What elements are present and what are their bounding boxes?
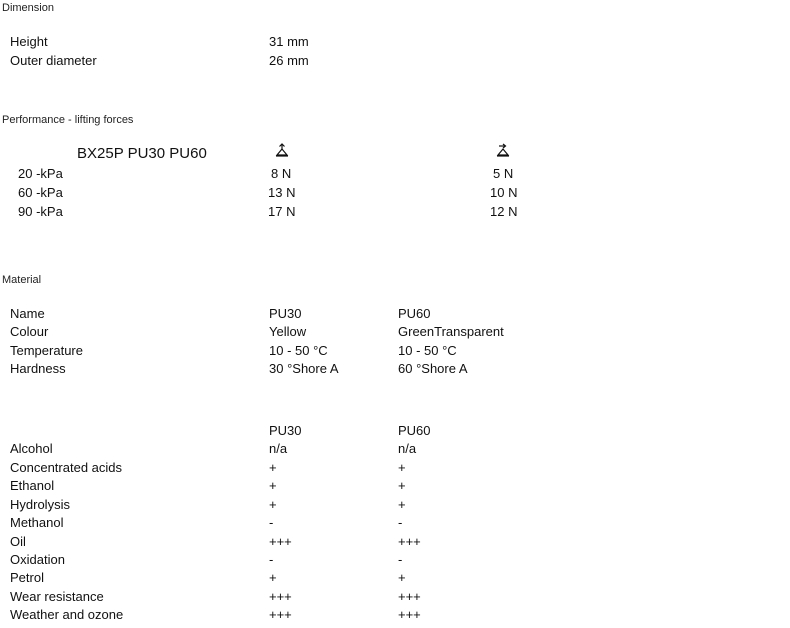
- vacuum-60: 60 -kPa: [18, 185, 63, 200]
- resistance-label-oil: Oil: [10, 534, 26, 549]
- horizontal-force-20: 5 N: [493, 166, 514, 181]
- material-label-hardness: Hardness: [10, 361, 66, 376]
- resistance-header-pu30: PU30: [269, 423, 302, 438]
- resistance-label-weather-and-ozone: Weather and ozone: [10, 607, 124, 622]
- dimension-title: Dimension: [2, 2, 54, 14]
- resistance-pu30-oil: +++: [269, 534, 292, 549]
- material-label-colour: Colour: [10, 324, 49, 339]
- resistance-pu30-hydrolysis: +: [269, 497, 277, 512]
- horizontal-force-60: 10 N: [490, 185, 518, 200]
- resistance-label-methanol: Methanol: [10, 515, 64, 530]
- resistance-label-hydrolysis: Hydrolysis: [10, 497, 70, 512]
- resistance-pu60-alcohol: n/a: [398, 441, 417, 456]
- vertical-force-60: 13 N: [268, 185, 296, 200]
- dimension-label-height: Height: [10, 34, 48, 49]
- model-label: BX25P PU30 PU60: [77, 145, 207, 162]
- dimension-value-outer-diameter: 26 mm: [269, 53, 309, 68]
- material-pu30-colour: Yellow: [269, 324, 307, 339]
- resistance-pu30-wear-resistance: +++: [269, 589, 292, 604]
- resistance-pu60-concentrated-acids: +: [398, 460, 406, 475]
- vertical-lift-icon: [275, 143, 289, 157]
- horizontal-force-90: 12 N: [490, 204, 518, 219]
- material-pu60-temperature: 10 - 50 °C: [398, 343, 457, 358]
- resistance-pu60-ethanol: +: [398, 478, 406, 493]
- resistance-label-oxidation: Oxidation: [10, 552, 65, 567]
- material-pu30-hardness: 30 °Shore A: [269, 361, 339, 376]
- resistance-pu60-hydrolysis: +: [398, 497, 406, 512]
- resistance-pu60-wear-resistance: +++: [398, 589, 421, 604]
- material-label-name: Name: [10, 306, 45, 321]
- material-pu60-colour: GreenTransparent: [398, 324, 504, 339]
- material-pu30-temperature: 10 - 50 °C: [269, 343, 328, 358]
- material-label-temperature: Temperature: [10, 343, 83, 358]
- vertical-force-90: 17 N: [268, 204, 296, 219]
- vacuum-20: 20 -kPa: [18, 166, 63, 181]
- resistance-pu30-concentrated-acids: +: [269, 460, 277, 475]
- resistance-label-petrol: Petrol: [10, 570, 44, 585]
- resistance-pu30-ethanol: +: [269, 478, 277, 493]
- resistance-pu30-oxidation: -: [269, 552, 274, 567]
- vertical-force-20: 8 N: [271, 166, 292, 181]
- resistance-pu60-oxidation: -: [398, 552, 403, 567]
- resistance-pu60-methanol: -: [398, 515, 403, 530]
- resistance-pu60-oil: +++: [398, 534, 421, 549]
- resistance-label-wear-resistance: Wear resistance: [10, 589, 104, 604]
- dimension-value-height: 31 mm: [269, 34, 309, 49]
- performance-title: Performance - lifting forces: [2, 114, 134, 126]
- resistance-pu30-petrol: +: [269, 570, 277, 585]
- resistance-label-ethanol: Ethanol: [10, 478, 55, 493]
- resistance-header-pu60: PU60: [398, 423, 431, 438]
- horizontal-lift-icon: [496, 143, 510, 157]
- resistance-pu30-alcohol: n/a: [269, 441, 288, 456]
- resistance-pu60-petrol: +: [398, 570, 406, 585]
- resistance-pu30-methanol: -: [269, 515, 274, 530]
- material-title: Material: [2, 274, 42, 286]
- material-pu30-name: PU30: [269, 306, 302, 321]
- resistance-pu30-weather-and-ozone: +++: [269, 607, 292, 622]
- material-pu60-hardness: 60 °Shore A: [398, 361, 468, 376]
- resistance-label-concentrated-acids: Concentrated acids: [10, 460, 123, 475]
- material-pu60-name: PU60: [398, 306, 431, 321]
- dimension-label-outer-diameter: Outer diameter: [10, 53, 97, 68]
- resistance-label-alcohol: Alcohol: [10, 441, 53, 456]
- vacuum-90: 90 -kPa: [18, 204, 63, 219]
- resistance-pu60-weather-and-ozone: +++: [398, 607, 421, 622]
